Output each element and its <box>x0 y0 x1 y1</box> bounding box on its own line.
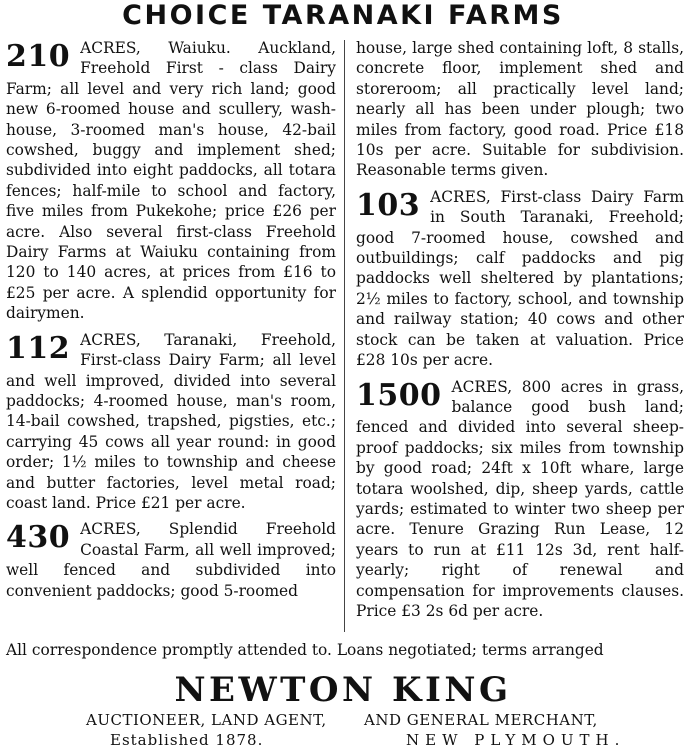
firm-town: NEW PLYMOUTH. <box>406 731 626 749</box>
firm-name: NEWTON KING <box>174 670 512 710</box>
right-column <box>356 38 684 627</box>
listing-103 <box>356 187 684 371</box>
listing-acreage-number: 103 <box>356 187 421 223</box>
listing-430 <box>6 519 336 601</box>
listing-description: ACRES, Taranaki, Freehold, First-class Dairy Farm; all level and well improved, divided into several paddocks; 4-roomed house, man's room, 14-bail cowshed, trapshed, pigsties, etc.; carrying 45 cows all year round: in good order; 1½ miles to township and cheese and butter factories, level metal road; coast land. Price £21 per acre. <box>6 330 336 512</box>
listing-1500 <box>356 377 684 622</box>
listing-acreage-number: 112 <box>6 330 71 366</box>
listing-acreage-number: 430 <box>6 520 71 556</box>
listing-acreage-number: 210 <box>6 39 71 74</box>
firm-role-right: AND GENERAL MERCHANT, <box>364 711 598 729</box>
established-year: Established 1878. <box>110 731 264 749</box>
listing-acreage-number: 1500 <box>356 377 442 413</box>
listing-430-continued <box>356 38 684 181</box>
listing-210 <box>6 38 336 324</box>
listing-description: ACRES, Splendid Freehold Coastal Farm, all well improved; well fenced and subdivided into convenient paddocks; good 5-roomed <box>6 520 336 600</box>
column-divider <box>344 40 345 632</box>
correspondence-note: All correspondence promptly attended to. Loans negotiated; terms arranged <box>6 641 604 659</box>
listing-description: house, large shed containing loft, 8 stalls, concrete floor, implement shed and storeroom; all practically level land; nearly all has been under plough; two miles from factory, good road. Price £18 10s per acre. Suitable for subdivision. Reasonable terms given. <box>356 39 684 180</box>
listing-description: ACRES, First-class Dairy Farm in South Taranaki, Freehold; good 7-roomed house, cowshed and outbuildings; calf paddocks and pig paddocks well sheltered by plantations; 2½ miles to factory, school, and township and railway station; 40 cows and other stock can be taken at valuation. Price £28 10s per acre. <box>356 187 684 370</box>
listing-description: ACRES, Waiuku. Auckland, Freehold First - class Dairy Farm; all level and very rich land; good new 6-roomed house and scullery, wash-house, 3-roomed man's house, 42-bail cowshed, buggy and implement shed; subdivided into eight paddocks, all totara fences; half-mile to school and factory, five miles from Pukekohe; price £26 per acre. Also several first-class Freehold Dairy Farms at Waiuku containing from 120 to 140 acres, at prices from £16 to £25 per acre. A splendid opportunity for dairymen. <box>6 39 336 323</box>
listing-112 <box>6 330 336 514</box>
firm-role-left: AUCTIONEER, LAND AGENT, <box>86 711 327 729</box>
left-column <box>6 38 336 607</box>
listing-description: ACRES, 800 acres in grass, balance good bush land; fenced and divided into several sheep-proof paddocks; six miles from township by good road; 24ft x 10ft whare, large totara woolshed, dip, sheep yards, cattle yards; estimated to winter two sheep per acre. Tenure Grazing Run Lease, 12 years to run at £11 12s 3d, rent half-yearly; right of renewal and compensation for improvements clauses. Price £3 2s 6d per acre. <box>356 377 684 620</box>
advert-headline: CHOICE TARANAKI FARMS <box>122 0 564 31</box>
